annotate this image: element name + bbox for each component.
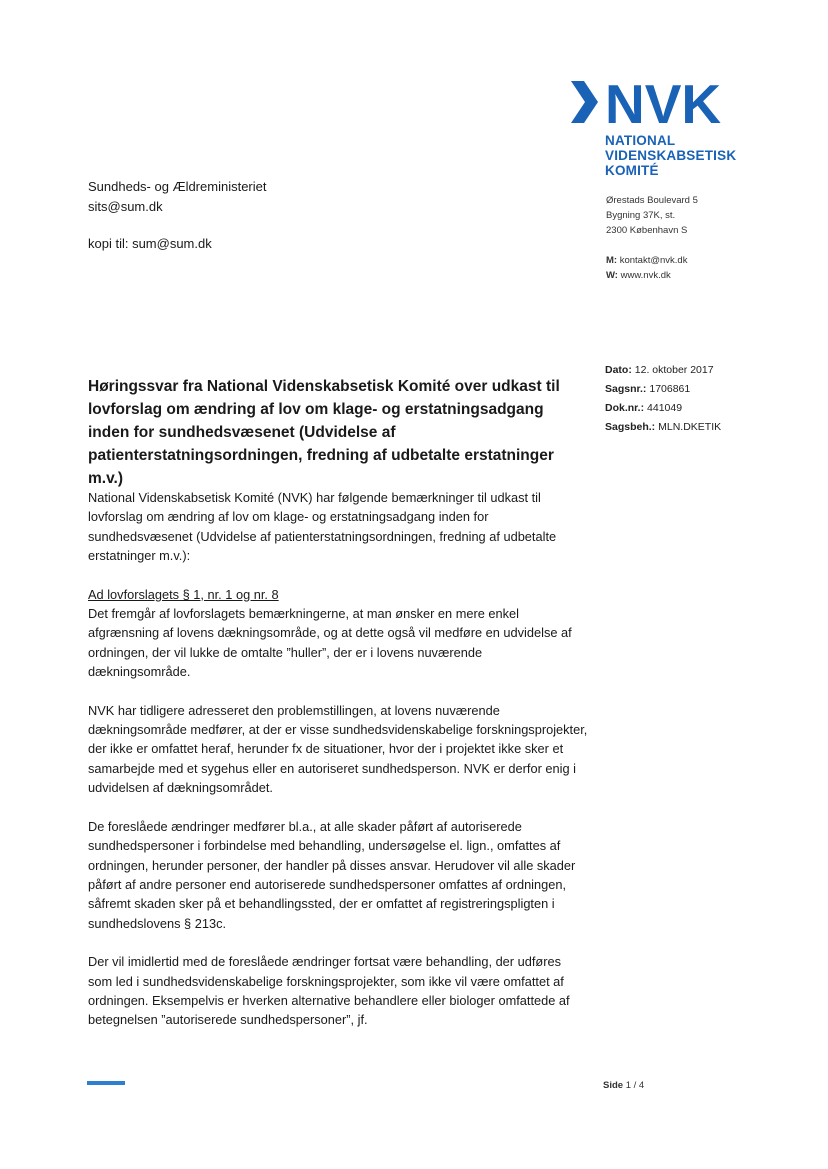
meta-sagsnr — [605, 380, 721, 399]
meta-dato — [605, 361, 721, 380]
logo-line-2: VIDENSKABSETISK — [605, 148, 737, 163]
paragraph-4: Der vil imidlertid med de foreslåede ændringer fortsat være behandling, der udføres som led i sundhedsvidenskabelige forskningsprojekter, som ikke vil være omfattet af ordningen. Eksempelvis er hverken alternative behandlere eller biologer omfattede af betegnelsen ”autoriserede sundhedspersoner”, jf. — [88, 954, 570, 1028]
logo-mark-text: NVK — [605, 78, 722, 128]
footer-accent-bar — [87, 1081, 125, 1085]
logo-wordmark — [605, 133, 736, 178]
copy-to: kopi til: sum@sum.dk — [88, 236, 212, 251]
dato-value: 12. oktober 2017 — [634, 364, 714, 376]
logo-line-3: KOMITÉ — [605, 163, 659, 178]
dato-label: Dato: — [605, 364, 632, 376]
document-title: Høringssvar fra National Videnskabsetisk Komité over udkast til lovforslag om ændring af lov om klage- og erstatningsadgang inden for sundhedsvæsenet (Udvidelse af patienterstatningsordningen, fredning af udbetalte erstatninger m.v.) — [88, 378, 560, 487]
page-number — [603, 1080, 644, 1091]
document-body — [88, 488, 588, 1049]
paragraph-3: De foreslåede ændringer medfører bl.a., at alle skader påført af autoriserede sundhedspersoner i forbindelse med behandling, undersøgelse el. lign., omfattes af ordningen, herunder personer, der handler på disses ansvar. Herudover vil alle skader påført af andre personer end autoriserede sundhedspersoner omfattes af ordningen, såfremt skaden sker på et behandlingssted, der er omfattet af registreringspligten i sundhedslovens § 213c. — [88, 818, 576, 931]
paragraph-1: Det fremgår af lovforslagets bemærkningerne, at man ønsker en mere enkel afgrænsning af lovens dækningsområde, og at dette også vil medføre en udvidelse af ordningen, der vil lukke de omtalte ”huller”, der er i lovens nuværende dækningsområde. — [88, 606, 572, 680]
side-label: Side — [603, 1080, 624, 1091]
sender-address — [606, 193, 698, 238]
web-link[interactable]: www.nvk.dk — [620, 270, 671, 281]
logo-line-1: NATIONAL — [605, 133, 676, 148]
meta-doknr — [605, 399, 721, 418]
recipient-block — [88, 177, 266, 217]
meta-sagsbeh — [605, 418, 721, 437]
sagsbeh-value: MLN.DKETIK — [658, 421, 722, 433]
recipient-name: Sundheds- og Ældreministeriet — [88, 179, 267, 194]
doknr-value: 441049 — [647, 402, 683, 414]
address-line-2: Bygning 37K, st. — [606, 210, 676, 221]
page-value: 1 / 4 — [625, 1080, 645, 1091]
web-label: W: — [606, 270, 618, 281]
nvk-logo-mark — [571, 78, 731, 128]
sender-contact — [606, 253, 687, 283]
intro-paragraph: National Videnskabsetisk Komité (NVK) har følgende bemærkninger til udkast til lovforslag om ændring af lov om klage- og erstatningsadgang inden for sundhedsvæsenet (Udvidelse af patienterstatningsordningen, fredning af udbetalte erstatninger m.v.): — [88, 490, 557, 564]
address-line-1: Ørestads Boulevard 5 — [606, 195, 698, 206]
address-line-3: 2300 København S — [606, 225, 688, 236]
nvk-logo — [571, 78, 741, 128]
mail-link[interactable]: kontakt@nvk.dk — [619, 255, 688, 266]
paragraph-2: NVK har tidligere adresseret den problemstillingen, at lovens nuværende dækningsområde medfører, at der er visse sundhedsvidenskabelige forskningsprojekter, der ikke er omfattet heraf, herunder fx de situationer, hvor der i projektet ikke sker et samarbejde med et sygehus eller en autoriseret sundhedsperson. NVK er derfor enig i udvidelsen af dækningsområdet. — [88, 702, 588, 796]
recipient-email[interactable]: sits@sum.dk — [88, 199, 163, 214]
document-meta — [605, 361, 721, 437]
sagsnr-label: Sagsnr.: — [605, 383, 647, 395]
doknr-label: Dok.nr.: — [605, 402, 645, 414]
mail-label: M: — [606, 255, 618, 266]
sagsnr-value: 1706861 — [649, 383, 691, 395]
sagsbeh-label: Sagsbeh.: — [605, 421, 656, 433]
section-heading: Ad lovforslagets § 1, nr. 1 og nr. 8 — [88, 586, 279, 602]
contact-mail — [606, 253, 687, 268]
contact-web — [606, 268, 687, 283]
